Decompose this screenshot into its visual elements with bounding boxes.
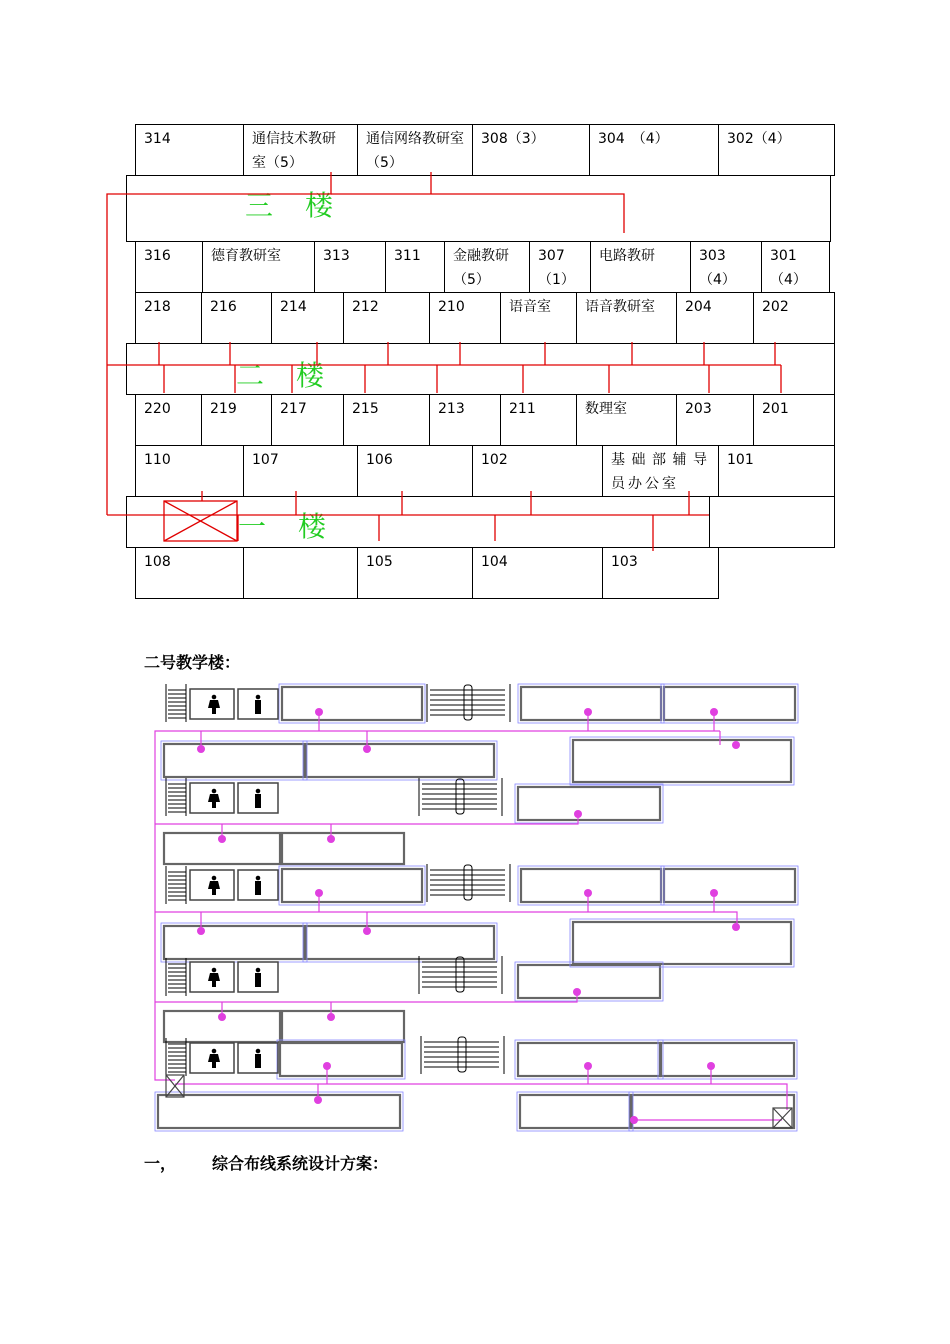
- room-label: 308（3）: [481, 131, 545, 147]
- room-label: 101: [727, 452, 754, 468]
- room-label: 通信技术教研室（5）: [252, 131, 336, 171]
- room-label: 303（4）: [699, 248, 736, 288]
- room-label: 201: [762, 401, 789, 417]
- room-label: 219: [210, 401, 237, 417]
- room-label: 213: [438, 401, 465, 417]
- section-title: 综合布线系统设计方案：: [212, 1154, 389, 1173]
- floor3-label: 三 楼: [245, 189, 336, 222]
- room-label: 104: [481, 554, 508, 570]
- room-label: 107: [252, 452, 279, 468]
- room-label: 214: [280, 299, 307, 315]
- room-label: 212: [352, 299, 379, 315]
- room-label: 307（1）: [538, 248, 575, 288]
- room-label: 电路教研: [599, 248, 655, 264]
- room-label: 110: [144, 452, 171, 468]
- room-label: 313: [323, 248, 350, 264]
- room-label: 203: [685, 401, 712, 417]
- room-label: 211: [509, 401, 536, 417]
- room-label: 314: [144, 131, 171, 147]
- room-label: 301（4）: [770, 248, 807, 288]
- floor1-label: 一 楼: [238, 510, 329, 543]
- room-label: 311: [394, 248, 421, 264]
- section-number: 一，: [144, 1154, 177, 1173]
- room-label: 105: [366, 554, 393, 570]
- room-label: 216: [210, 299, 237, 315]
- room-label: 德育教研室: [211, 248, 281, 264]
- room-label: 106: [366, 452, 393, 468]
- room-label: 302（4）: [727, 131, 791, 147]
- floor2-label: 二 楼: [236, 359, 327, 392]
- room-label: 204: [685, 299, 712, 315]
- room-label: 102: [481, 452, 508, 468]
- room-label: 语音室: [509, 299, 551, 315]
- room-label: 202: [762, 299, 789, 315]
- room-label: 316: [144, 248, 171, 264]
- room-label: 220: [144, 401, 171, 417]
- room-label: 数理室: [585, 401, 627, 417]
- room-label: 语音教研室: [585, 299, 655, 315]
- building2-title: 二号教学楼：: [144, 653, 241, 672]
- room-label: 210: [438, 299, 465, 315]
- room-label: 通信网络教研室（5）: [366, 131, 464, 171]
- room-label: 103: [611, 554, 638, 570]
- room-label: 218: [144, 299, 171, 315]
- room-label: 108: [144, 554, 171, 570]
- room-label: 金融教研（5）: [453, 248, 509, 288]
- room-label: 215: [352, 401, 379, 417]
- room-label: 基础部辅导员办公室: [611, 452, 710, 492]
- room-label: 304 （4）: [598, 131, 669, 147]
- room-label: 217: [280, 401, 307, 417]
